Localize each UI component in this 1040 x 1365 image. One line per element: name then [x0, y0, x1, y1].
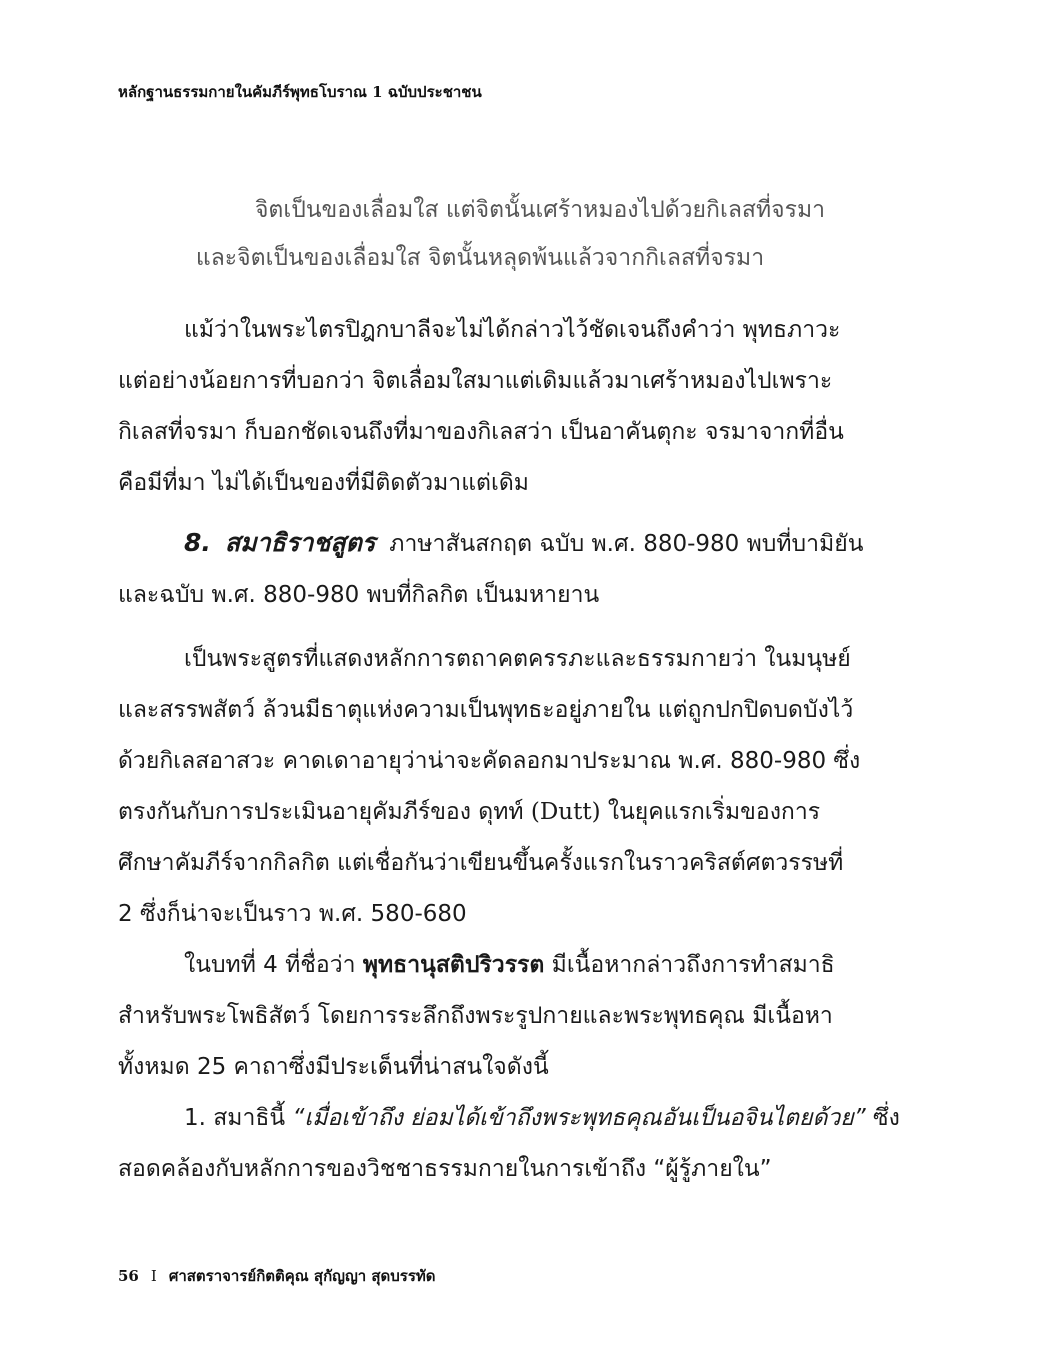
section-8 — [118, 517, 864, 621]
paragraph-line — [118, 1093, 900, 1144]
section-title: สมาธิราชสูตร — [224, 528, 376, 557]
paragraph-line: และฉบับ พ.ศ. 880-980 พบที่กิลกิต เป็นมหายาน — [118, 582, 600, 608]
paragraph-2 — [118, 634, 861, 940]
section-number: 8. — [184, 528, 211, 557]
page-footer — [118, 1264, 436, 1288]
dutt-name: (Dutt) — [530, 799, 601, 825]
paragraph-line: และสรรพสัตว์ ล้วนมีธาตุแห่งความเป็นพุทธะอยู่ภายใน แต่ถูกปกปิดบดบังไว้ — [118, 697, 854, 723]
quoted-phrase: “เมื่อเข้าถึง ย่อมได้เข้าถึงพระพุทธคุณอันเป็นอจินไตยด้วย” — [292, 1105, 866, 1131]
paragraph-line: สำหรับพระโพธิสัตว์ โดยการระลึกถึงพระรูปกายและพระพุทธคุณ มีเนื้อหา — [118, 1003, 833, 1029]
paragraph-1 — [118, 305, 850, 509]
text-run: ในยุคแรกเริ่มของการ — [600, 799, 821, 825]
paragraph-line: ศึกษาคัมภีร์จากกิลกิต แต่เชื่อกันว่าเขียนขึ้นครั้งแรกในราวคริสต์ศตวรรษที่ — [118, 850, 844, 876]
paragraph-line: ด้วยกิเลสอาสวะ คาดเดาอายุว่าน่าจะคัดลอกมาประมาณ พ.ศ. 880-980 ซึ่ง — [118, 748, 861, 774]
text-run: ในบทที่ 4 ที่ชื่อว่า — [184, 952, 363, 978]
quote-line-1: จิตเป็นของเลื่อมใส แต่จิตนั้นเศร้าหมองไปด้วยกิเลสที่จรมา — [254, 197, 826, 223]
paragraph-line: กิเลสที่จรมา ก็บอกชัดเจนถึงที่มาของกิเลสว่า เป็นอาคันตุกะ จรมาจากที่อื่น — [118, 419, 844, 445]
paragraph-line: แม้ว่าในพระไตรปิฎกบาลีจะไม่ได้กล่าวไว้ชัดเจนถึงคำว่า พุทธภาวะ — [184, 317, 841, 343]
paragraph-line: สอดคล้องกับหลักการของวิชชาธรรมกายในการเข้าถึง “ผู้รู้ภายใน” — [118, 1156, 772, 1182]
section-subtitle: ภาษาสันสกฤต ฉบับ พ.ศ. 880-980 พบที่บามิยัน — [389, 531, 864, 557]
footer-separator: I — [150, 1267, 157, 1285]
paragraph-line: ทั้งหมด 25 คาถาซึ่งมีประเด็นที่น่าสนใจดังนี้ — [118, 1054, 549, 1080]
paragraph-line — [118, 787, 850, 838]
text-run: ตรงกันกับการประเมินอายุคัมภีร์ของ ดุทท์ — [118, 799, 531, 825]
paragraph-line — [118, 940, 850, 991]
paragraph-3 — [118, 940, 850, 1093]
paragraph-line: แต่อย่างน้อยการที่บอกว่า จิตเลื่อมใสมาแต่เดิมแล้วมาเศร้าหมองไปเพราะ — [118, 368, 833, 394]
chapter-title: พุทธานุสติปริวรรต — [362, 952, 545, 978]
footer-author: ศาสตราจารย์กิตติคุณ สุกัญญา สุดบรรทัด — [168, 1267, 436, 1285]
text-run: 1. สมาธินี้ — [184, 1105, 293, 1131]
running-header: หลักฐานธรรมกายในคัมภีร์พุทธโบราณ 1 ฉบับประชาชน — [118, 83, 482, 101]
paragraph-line: 2 ซึ่งก็น่าจะเป็นราว พ.ศ. 580-680 — [118, 901, 467, 927]
page-number: 56 — [118, 1267, 139, 1285]
text-run: ซึ่ง — [865, 1105, 900, 1131]
section-heading — [118, 517, 864, 570]
list-item-1 — [118, 1093, 900, 1195]
paragraph-line: เป็นพระสูตรที่แสดงหลักการตถาคตครรภะและธรรมกายว่า ในมนุษย์ — [184, 646, 851, 672]
paragraph-line: คือมีที่มา ไม่ได้เป็นของที่มีติดตัวมาแต่เดิม — [118, 470, 529, 496]
text-run: มีเนื้อหากล่าวถึงการทำสมาธิ — [544, 952, 835, 978]
quote-line-2: และจิตเป็นของเลื่อมใส จิตนั้นหลุดพ้นแล้วจากกิเลสที่จรมา — [195, 245, 765, 271]
